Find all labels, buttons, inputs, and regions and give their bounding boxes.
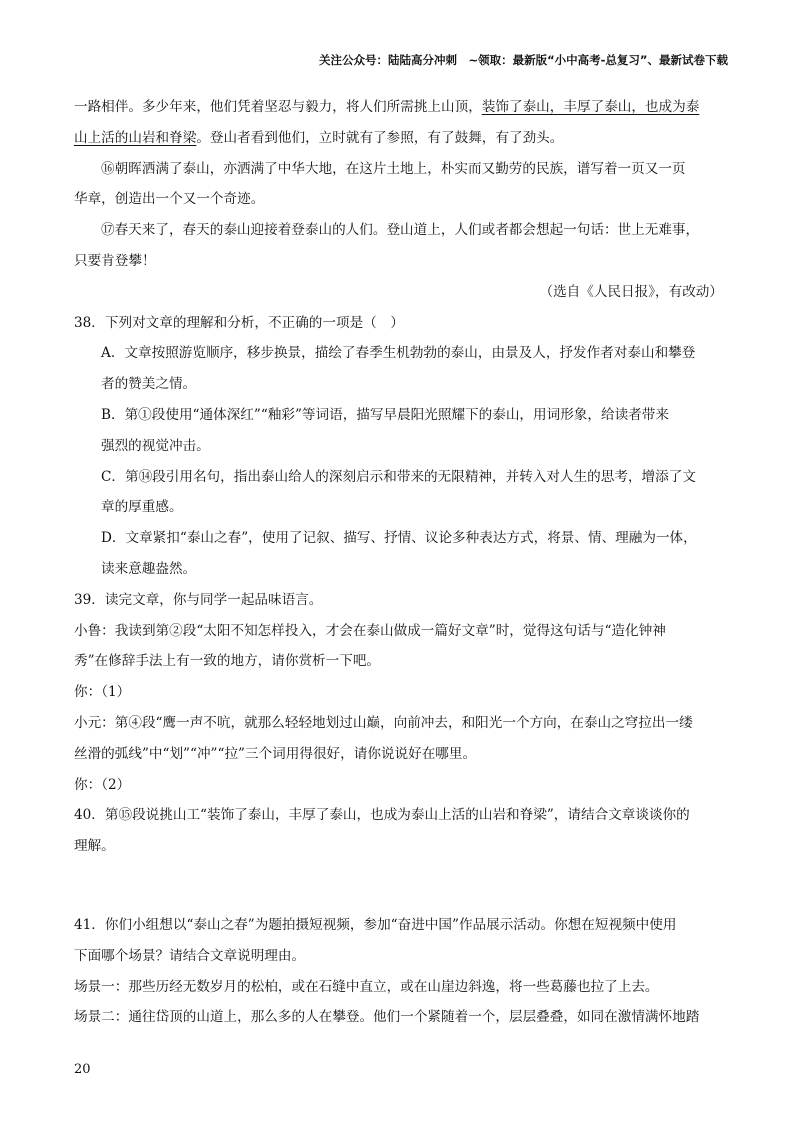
question-39-stem: 39．读完文章，你与同学一起品味语言。 bbox=[74, 591, 323, 608]
page-header: 关注公众号：陆陆高分冲刺 ~领取：最新版“小中高考-总复习”、最新试卷下载 bbox=[318, 53, 728, 67]
question-39-xiaoyuan-line-1: 小元：第④段“鹰一声不吭，就那么轻轻地划过山巅，向前冲去，和阳光一个方向，在泰山之穹拉出一缕 bbox=[74, 714, 693, 731]
question-38-option-a-cont: 者的赞美之情。 bbox=[101, 376, 197, 393]
passage-paragraph-17-line-1: ⑰春天来了，春天的泰山迎接着登泰山的人们。登山道上，人们或者都会想起一句话：世上无难事， bbox=[101, 222, 700, 239]
question-38-option-a: A．文章按照游览顺序，移步换景，描绘了春季生机勃勃的泰山，由景及人，抒发作者对泰山和攀登 bbox=[101, 345, 696, 362]
question-38-option-c-cont: 章的厚重感。 bbox=[101, 499, 183, 516]
question-41-line-2: 下面哪个场景？请结合文章说明理由。 bbox=[74, 947, 306, 964]
question-39-xiaoyuan-line-2: 丝滑的弧线”中“划”“冲”“拉”三个词用得很好，请你说说好在哪里。 bbox=[74, 745, 477, 762]
question-40-line-2: 理解。 bbox=[74, 838, 115, 855]
question-38-option-b: B．第①段使用“通体深红”“釉彩”等词语，描写早晨阳光照耀下的泰山，用词形象，给读者带来 bbox=[101, 406, 669, 423]
underlined-phrase: 山上活的山岩和脊梁 bbox=[74, 129, 197, 146]
page-number: 20 bbox=[74, 1062, 91, 1077]
passage-source: （选自《人民日报》，有改动） bbox=[539, 283, 723, 300]
passage-paragraph-16-line-1: ⑯朝晖洒满了泰山，亦洒满了中华大地，在这片土地上，朴实而又勤劳的民族，谱写着一页又一页 bbox=[101, 160, 686, 177]
question-39-answer-1: 你：（1） bbox=[74, 684, 131, 701]
question-38-option-d: D．文章紧扣“泰山之春”，使用了记叙、描写、抒情、议论多种表达方式，将景、情、理融为一体， bbox=[101, 530, 697, 547]
question-39-xiaolu-line-1: 小鲁：我读到第②段“太阳不知怎样投入，才会在泰山做成一篇好文章”时，觉得这句话与“造化钟神 bbox=[74, 622, 666, 639]
question-39-answer-2: 你：（2） bbox=[74, 776, 131, 793]
passage-text: 。登山者看到他们，立时就有了参照，有了鼓舞，有了劲头。 bbox=[196, 129, 564, 146]
document-body bbox=[74, 92, 729, 1033]
passage-paragraph-15-line-2 bbox=[74, 123, 729, 154]
question-40-line-1: 40．第⑮段说挑山工“装饰了泰山，丰厚了泰山，也成为泰山上活的山岩和脊梁”，请结合文章谈谈你的 bbox=[74, 807, 690, 824]
passage-paragraph-16-line-2: 华章，创造出一个又一个奇迹。 bbox=[74, 191, 265, 208]
question-38-option-d-cont: 读来意趣盎然。 bbox=[101, 560, 197, 577]
passage-paragraph-17-line-2: 只要肯登攀！ bbox=[74, 252, 156, 269]
question-41-scene-2: 场景二：通往岱顶的山道上，那么多的人在攀登。他们一个紧随着一个，层层叠叠，如同在激情满怀地踏 bbox=[74, 1009, 700, 1026]
question-41-scene-1: 场景一：那些历经无数岁月的松柏，或在石缝中直立，或在山崖边斜逸，将一些葛藤也拉了上去。 bbox=[74, 978, 659, 995]
question-38-option-c: C．第⑭段引用名句，指出泰山给人的深刻启示和带来的无限精神，并转入对人生的思考，增添了文 bbox=[101, 468, 696, 485]
underlined-phrase: 装饰了泰山，丰厚了泰山，也成为泰 bbox=[481, 99, 700, 115]
question-38-stem: 38．下列对文章的理解和分析，不正确的一项是（ ） bbox=[74, 314, 404, 331]
passage-text: 一路相伴。多少年来，他们凭着坚忍与毅力，将人们所需挑上山顶， bbox=[74, 99, 482, 115]
question-41-line-1: 41．你们小组想以“泰山之春”为题拍摄短视频，参加“奋进中国”作品展示活动。你想在短视频中使用 bbox=[74, 916, 677, 933]
question-38-option-b-cont: 强烈的视觉冲击。 bbox=[101, 437, 210, 454]
passage-paragraph-15-line-1 bbox=[74, 92, 729, 123]
answer-space bbox=[74, 862, 729, 910]
question-39-xiaolu-line-2: 秀”在修辞手法上有一致的地方，请你赏析一下吧。 bbox=[74, 653, 381, 670]
